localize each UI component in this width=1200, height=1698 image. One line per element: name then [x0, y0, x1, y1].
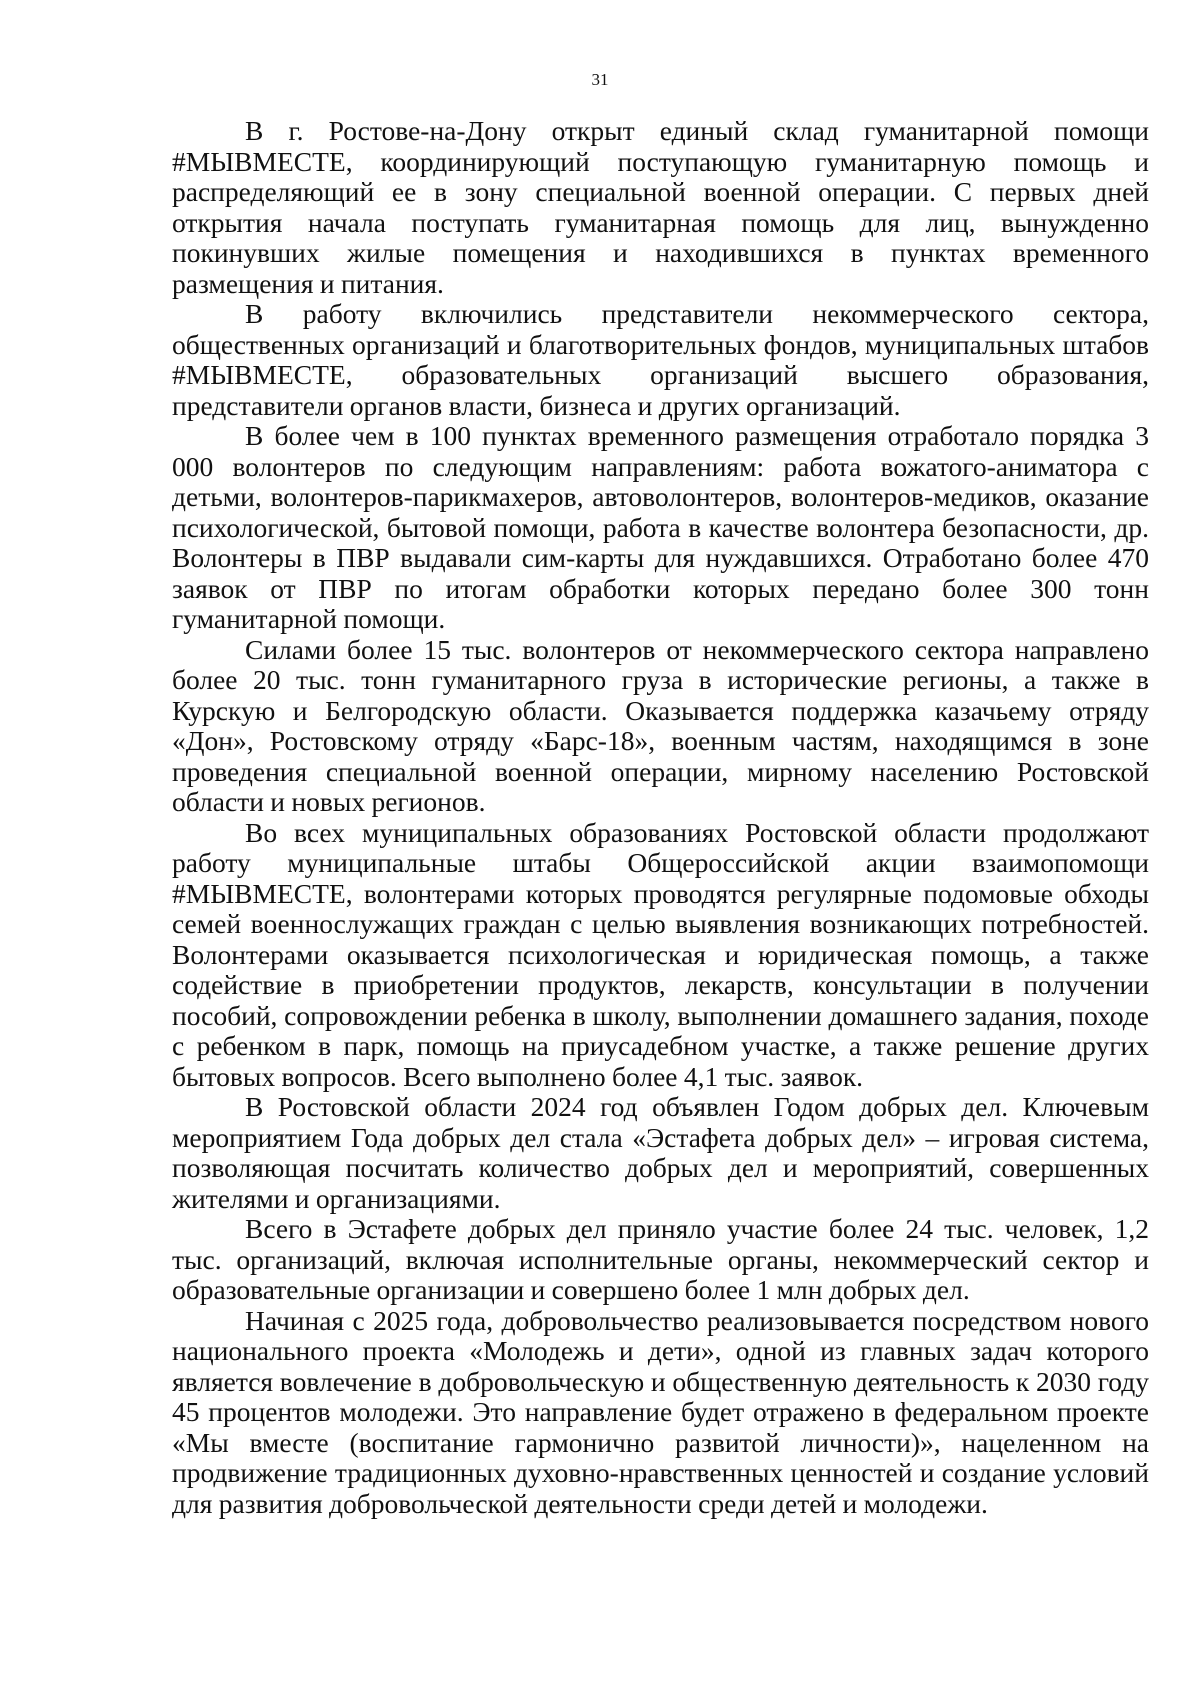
- paragraph-relay-results: Всего в Эстафете добрых дел приняло участие более 24 тыс. человек, 1,2 тыс. организаций, включая исполнительные органы, некоммерческий сектор и образовательные организации и совершено более 1 млн добрых дел.: [172, 1213, 1149, 1305]
- paragraph-year-of-good-deeds: В Ростовской области 2024 год объявлен Годом добрых дел. Ключевым мероприятием Года добрых дел стала «Эстафета добрых дел» – игровая система, позволяющая посчитать количество добрых дел и мероприятий, совершенных жителями и организациями.: [172, 1091, 1149, 1214]
- page-number: 31: [591, 70, 609, 89]
- paragraph-humanitarian-cargo: Силами более 15 тыс. волонтеров от некоммерческого сектора направлено более 20 тыс. тонн гуманитарного груза в исторические регионы, а также в Курскую и Белгородскую области. Оказывается поддержка казачьему отряду «Дон», Ростовскому отряду «Барс-18», военным частям, находящимся в зоне проведения специальной военной операции, мирному населению Ростовской области и новых регионов.: [172, 633, 1149, 817]
- paragraph-participants: В работу включились представители некоммерческого сектора, общественных организаций и благотворительных фондов, муниципальных штабов #МЫВМЕСТЕ, образовательных организаций высшего образования, представители органов власти, бизнеса и других организаций.: [172, 298, 1149, 421]
- paragraph-municipal-headquarters: Во всех муниципальных образованиях Ростовской области продолжают работу муниципальные штабы Общероссийской акции взаимопомощи #МЫВМЕСТЕ, волонтерами которых проводятся регулярные подомовые обходы семей военнослужащих граждан с целью выявления возникающих потребностей. Волонтерами оказывается психологическая и юридическая помощь, а также содействие в приобретении продуктов, лекарств, консультации в получении пособий, сопровождении ребенка в школу, выполнении домашнего задания, походе с ребенком в парк, помощь на приусадебном участке, а также решение других бытовых вопросов. Всего выполнено более 4,1 тыс. заявок.: [172, 816, 1149, 1092]
- paragraph-volunteer-directions: В более чем в 100 пунктах временного размещения отработало порядка 3 000 волонтеров по следующим направлениям: работа вожатого-аниматора с детьми, волонтеров-парикмахеров, автоволонтеров, волонтеров-медиков, оказание психологической, бытовой помощи, работа в качестве волонтера безопасности, др. Волонтеры в ПВР выдавали сим-карты для нуждавшихся. Отработано более 470 заявок от ПВР по итогам обработки которых передано более 300 тонн гуманитарной помощи.: [172, 420, 1149, 634]
- paragraph-national-project: Начиная с 2025 года, добровольчество реализовывается посредством нового национального проекта «Молодежь и дети», одной из главных задач которого является вовлечение в добровольческую и общественную деятельность к 2030 году 45 процентов молодежи. Это направление будет отражено в федеральном проекте «Мы вместе (воспитание гармонично развитой личности)», нацеленном на продвижение традиционных духовно-нравственных ценностей и создание условий для развития добровольческой деятельности среди детей и молодежи.: [172, 1304, 1149, 1519]
- paragraph-warehouse: В г. Ростове-на-Дону открыт единый склад гуманитарной помощи #МЫВМЕСТЕ, координирующий поступающую гуманитарную помощь и распределяющий ее в зону специальной военной операции. С первых дней открытия начала поступать гуманитарная помощь для лиц, вынужденно покинувших жилые помещения и находившихся в пунктах временного размещения и питания.: [172, 115, 1149, 299]
- document-body: [172, 116, 1149, 1519]
